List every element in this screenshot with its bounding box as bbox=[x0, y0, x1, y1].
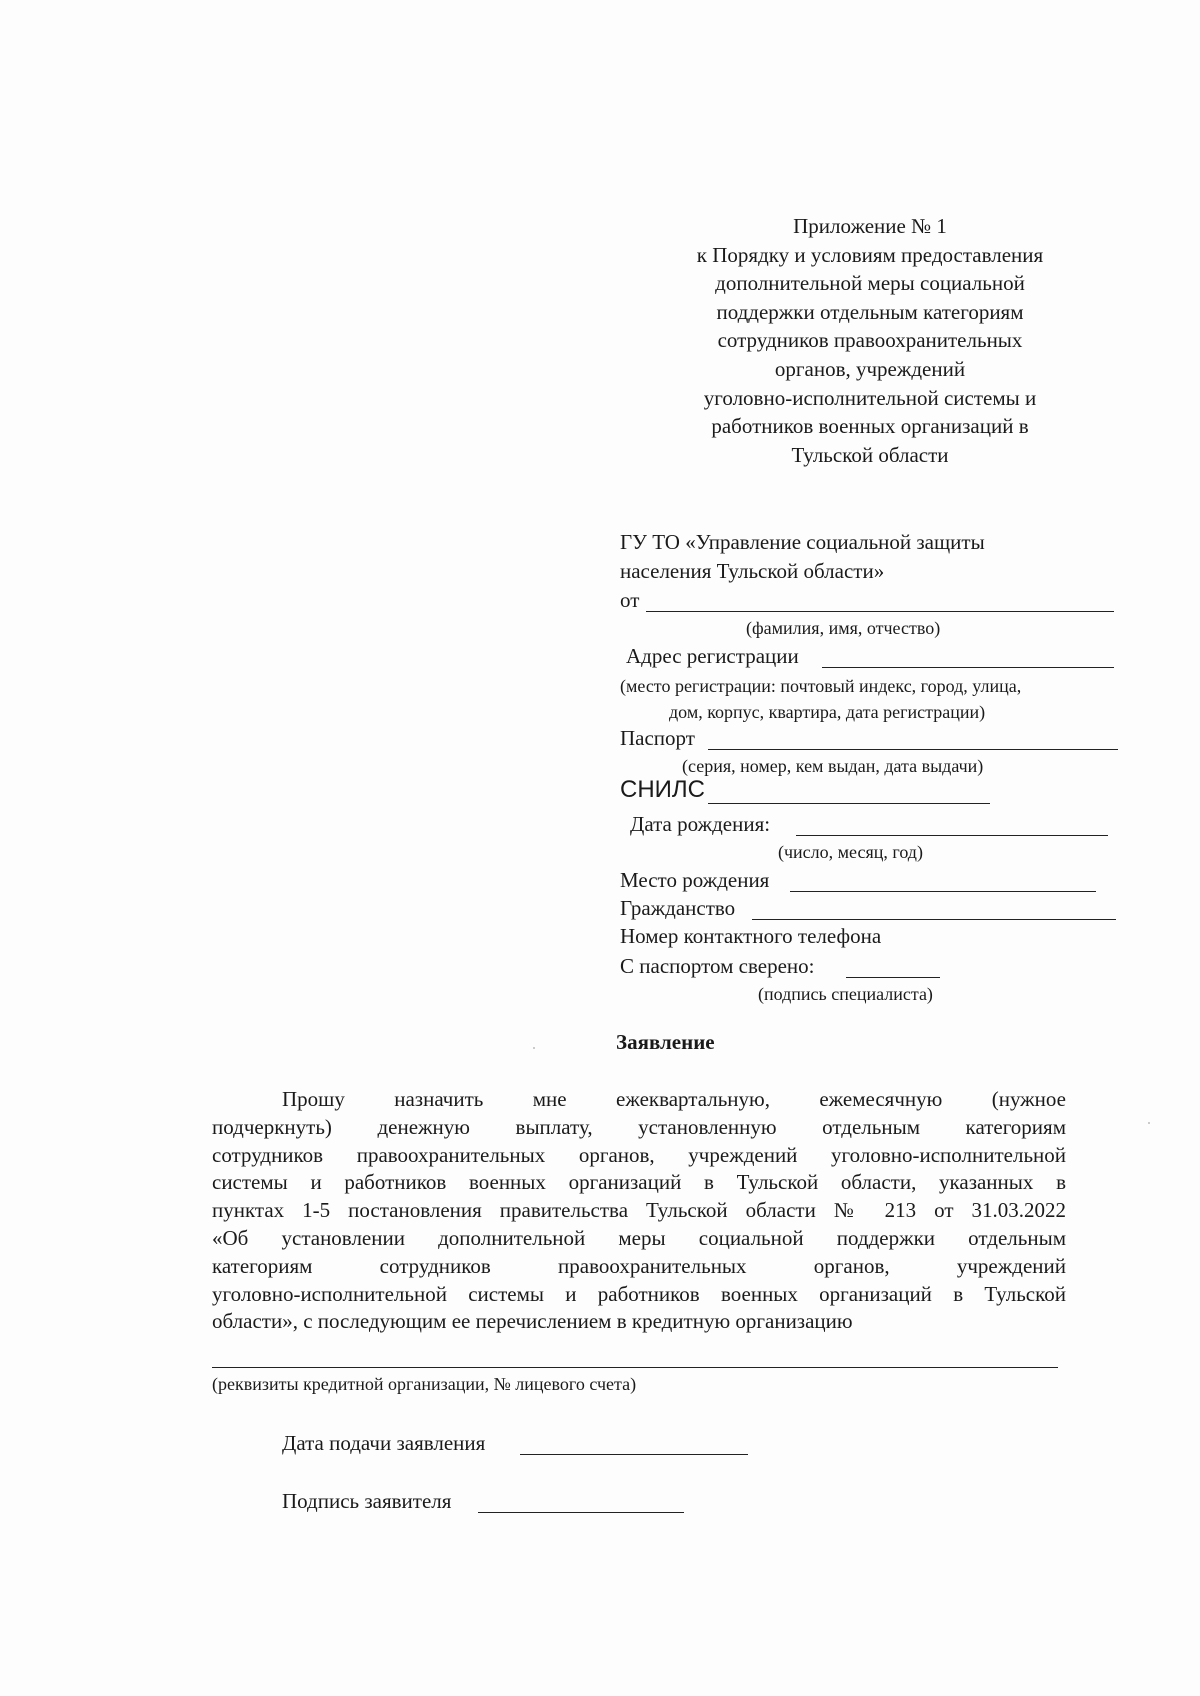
snils-label: СНИЛС bbox=[620, 776, 705, 803]
statement-body bbox=[212, 1086, 1066, 1336]
address-label: Адрес регистрации bbox=[626, 644, 799, 668]
statement-line: системы и работников военных организаций в Тульской области, указанных в bbox=[212, 1170, 1066, 1195]
appendix-line: работников военных организаций в bbox=[711, 414, 1029, 439]
scan-speck bbox=[533, 1047, 535, 1049]
statement-line: сотрудников правоохранительных органов, учреждений уголовно-исполнительной bbox=[212, 1142, 1066, 1167]
addressee-line-1: ГУ ТО «Управление социальной защиты bbox=[620, 530, 985, 554]
appendix-line: поддержки отдельным категориям bbox=[716, 299, 1024, 324]
appendix-line: Приложение № 1 bbox=[793, 214, 947, 238]
from-label: от bbox=[620, 588, 640, 612]
citizenship-label: Гражданство bbox=[620, 896, 736, 920]
appendix-line: Тульской области bbox=[791, 442, 949, 467]
bank-details-field[interactable] bbox=[212, 1367, 1058, 1368]
appendix-line: дополнительной меры социальной bbox=[715, 271, 1025, 296]
scan-speck bbox=[1148, 1122, 1150, 1124]
passport-field[interactable] bbox=[708, 749, 1118, 750]
statement-line: подчеркнуть) денежную выплату, установленную отдельным категориям bbox=[212, 1114, 1066, 1139]
appendix-header bbox=[660, 212, 1080, 469]
statement-title: Заявление bbox=[616, 1030, 715, 1054]
address-caption-2: дом, корпус, квартира, дата регистрации) bbox=[669, 702, 986, 722]
applicant-signature-label: Подпись заявителя bbox=[282, 1489, 452, 1513]
statement-line: уголовно-исполнительной системы и работников военных организаций в Тульской bbox=[212, 1281, 1066, 1306]
applicant-signature-field[interactable] bbox=[478, 1512, 684, 1513]
birthplace-field[interactable] bbox=[790, 891, 1096, 892]
passport-check-field[interactable] bbox=[846, 977, 940, 978]
passport-label: Паспорт bbox=[620, 726, 695, 750]
bank-details-caption: (реквизиты кредитной организации, № лицевого счета) bbox=[212, 1374, 637, 1394]
birthdate-caption: (число, месяц, год) bbox=[778, 842, 923, 862]
snils-field[interactable] bbox=[708, 803, 990, 804]
appendix-line: уголовно-исполнительной системы и bbox=[703, 385, 1037, 410]
application-date-field[interactable] bbox=[520, 1454, 748, 1455]
application-date-label: Дата подачи заявления bbox=[282, 1431, 486, 1455]
from-field[interactable] bbox=[646, 611, 1114, 612]
birthdate-field[interactable] bbox=[796, 835, 1108, 836]
statement-line: Прошу назначить мне ежеквартальную, ежемесячную (нужное bbox=[282, 1087, 1066, 1111]
addressee-line-2: населения Тульской области» bbox=[620, 559, 885, 583]
appendix-line: сотрудников правоохранительных bbox=[717, 328, 1023, 353]
appendix-line: к Порядку и условиям предоставления bbox=[696, 242, 1044, 267]
statement-line: категориям сотрудников правоохранительных органов, учреждений bbox=[212, 1253, 1066, 1278]
statement-line: «Об установлении дополнительной меры социальной поддержки отдельным bbox=[212, 1225, 1066, 1250]
statement-line: пунктах 1-5 постановления правительства Тульской области № 213 от 31.03.2022 bbox=[212, 1198, 1066, 1223]
from-caption: (фамилия, имя, отчество) bbox=[746, 618, 941, 638]
appendix-line: органов, учреждений bbox=[774, 356, 966, 381]
passport-check-caption: (подпись специалиста) bbox=[758, 984, 933, 1004]
passport-caption: (серия, номер, кем выдан, дата выдачи) bbox=[682, 756, 984, 776]
citizenship-field[interactable] bbox=[752, 919, 1116, 920]
statement-line: области», с последующим ее перечислением в кредитную организацию bbox=[212, 1309, 853, 1334]
passport-check-label: С паспортом сверено: bbox=[620, 954, 815, 978]
phone-label: Номер контактного телефона bbox=[620, 924, 882, 948]
birthdate-label: Дата рождения: bbox=[630, 812, 771, 836]
address-caption-1: (место регистрации: почтовый индекс, город, улица, bbox=[620, 676, 1022, 696]
address-field[interactable] bbox=[822, 667, 1114, 668]
birthplace-label: Место рождения bbox=[620, 868, 770, 892]
